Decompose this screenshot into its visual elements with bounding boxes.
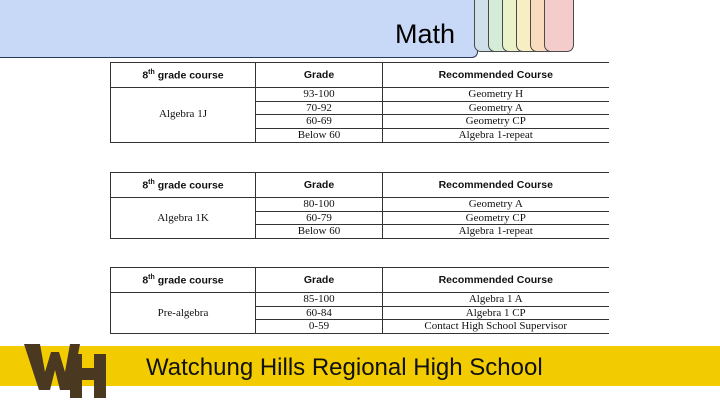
recommended-course: Algebra 1 CP — [383, 307, 609, 321]
header-grade: Grade — [256, 173, 383, 198]
title-banner — [0, 0, 478, 58]
grade-range: 85-100 — [256, 293, 382, 307]
recommended-course: Geometry A — [383, 198, 609, 212]
recommended-course: Geometry CP — [383, 115, 609, 129]
grade-range: 60-84 — [256, 307, 382, 321]
recommended-course: Geometry A — [383, 102, 609, 116]
grade-range: Below 60 — [297, 128, 341, 141]
grade-cell — [256, 198, 383, 239]
page-title: Math — [394, 19, 455, 49]
recommended-course: Algebra 1-repeat — [458, 128, 533, 141]
grade-range: 93-100 — [256, 88, 382, 102]
recommended-course: Algebra 1-repeat — [458, 225, 533, 238]
grade-range: 80-100 — [256, 198, 382, 212]
grade-range: 60-79 — [256, 212, 382, 226]
course-name: Algebra 1J — [111, 88, 256, 143]
grade-range: Below 60 — [297, 225, 341, 238]
recommended-course: Geometry H — [383, 88, 609, 102]
recommended-cell — [383, 293, 609, 334]
header-8th-grade-course: 8th grade course — [111, 173, 256, 198]
recommended-course: Algebra 1 A — [383, 293, 609, 307]
school-name: Watchung Hills Regional High School — [146, 354, 543, 381]
course-name: Algebra 1K — [111, 198, 256, 239]
header-recommended-course: Recommended Course — [383, 63, 609, 88]
recommended-cell — [383, 198, 609, 239]
wh-logo-icon — [22, 338, 108, 400]
grade-cell — [256, 88, 383, 143]
grade-range: 0-59 — [308, 320, 330, 333]
grade-range: 60-69 — [256, 115, 382, 129]
recommended-cell — [383, 88, 609, 143]
header-8th-grade-course: 8th grade course — [111, 63, 256, 88]
grade-range: 70-92 — [256, 102, 382, 116]
grade-cell — [256, 293, 383, 334]
header-recommended-course: Recommended Course — [383, 173, 609, 198]
recommended-course: Geometry CP — [383, 212, 609, 226]
tab-decoration — [544, 0, 574, 52]
course-table-algebra-1k — [110, 172, 609, 239]
decorative-tabs — [474, 0, 574, 60]
course-name: Pre-algebra — [111, 293, 256, 334]
course-table-pre-algebra — [110, 267, 609, 334]
header-recommended-course: Recommended Course — [383, 268, 609, 293]
recommended-course: Contact High School Supervisor — [424, 320, 568, 333]
header-grade: Grade — [256, 63, 383, 88]
course-table-algebra-1j — [110, 62, 609, 143]
header-grade: Grade — [256, 268, 383, 293]
header-8th-grade-course: 8th grade course — [111, 268, 256, 293]
